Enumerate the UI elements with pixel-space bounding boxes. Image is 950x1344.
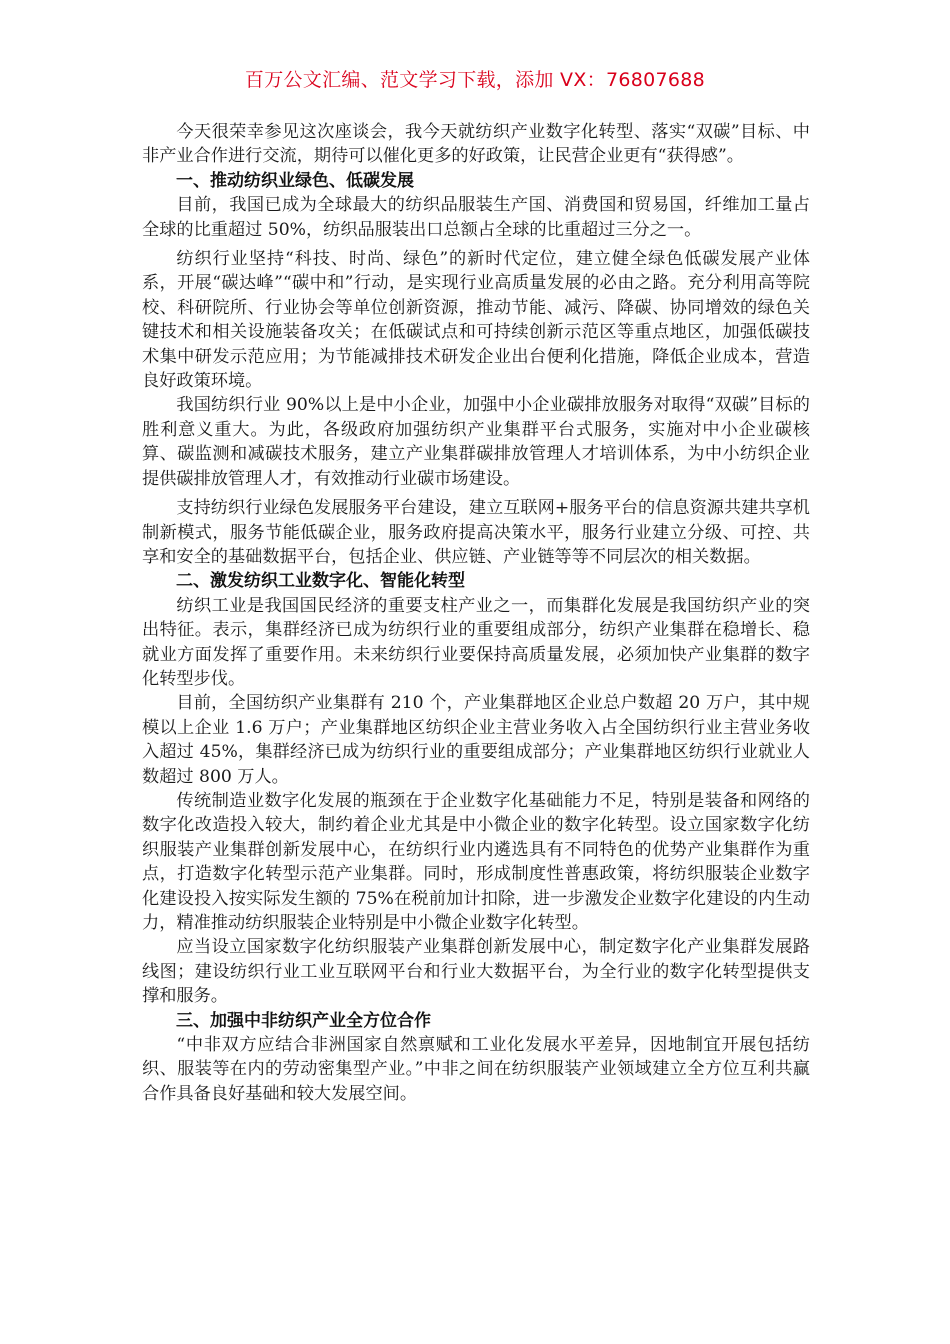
section1-paragraph-1: 目前，我国已成为全球最大的纺织品服装生产国、消费国和贸易国，纤维加工量占全球的比重超过 50%，纺织品服装出口总额占全球的比重超过三分之一。 xyxy=(142,195,810,240)
intro-paragraph: 今天很荣幸参见这次座谈会，我今天就纺织产业数字化转型、落实“双碳”目标、中非产业合作进行交流，期待可以催化更多的好政策，让民营企业更有“获得感”。 xyxy=(142,122,810,167)
section3-paragraph-1: “中非双方应结合非洲国家自然禀赋和工业化发展水平差异，因地制宜开展包括纺织、服装等在内的劳动密集型产业。”中非之间在纺织服装产业领域建立全方位互利共赢合作具备良好基础和较大发展空间。 xyxy=(142,1035,810,1104)
watermark-banner: 百万公文汇编、范文学习下载，添加 VX：76807688 xyxy=(244,69,706,91)
section1-paragraph-4: 支持纺织行业绿色发展服务平台建设，建立互联网+服务平台的信息资源共建共享机制新模式，服务节能低碳企业，服务政府提高决策水平，服务行业建立分级、可控、共享和安全的基础数据平台，包括企业、供应链、产业链等等不同层次的相关数据。 xyxy=(142,498,810,567)
section2-paragraph-1: 纺织工业是我国国民经济的重要支柱产业之一，而集群化发展是我国纺织产业的突出特征。表示，集群经济已成为纺织行业的重要组成部分，纺织产业集群在稳增长、稳就业方面发挥了重要作用。未来纺织行业要保持高质量发展，必须加快产业集群的数字化转型步伐。 xyxy=(142,595,810,689)
article-body xyxy=(142,120,810,1106)
section-heading-2: 二、激发纺织工业数字化、智能化转型 xyxy=(176,571,465,592)
section2-paragraph-4: 应当设立国家数字化纺织服装产业集群创新发展中心，制定数字化产业集群发展路线图；建设纺织行业工业互联网平台和行业大数据平台，为全行业的数字化转型提供支撑和服务。 xyxy=(142,937,810,1007)
section-heading-3: 三、加强中非纺织产业全方位合作 xyxy=(176,1010,431,1031)
section2-paragraph-3: 传统制造业数字化发展的瓶颈在于企业数字化基础能力不足，特别是装备和网络的数字化改造投入较大，制约着企业尤其是中小微企业的数字化转型。设立国家数字化纺织服装产业集群创新发展中心，在纺织行业内遴选具有不同特色的优势产业集群作为重点，打造数字化转型示范产业集群。同时，形成制度性普惠政策，将纺织服装企业数字化建设投入按实际发生额的 75%在税前加计扣除，进一步激发企业数字化建设的内生动力，精准推动纺织服装企业特别是中小微企业数字化转型。 xyxy=(142,790,810,933)
section1-paragraph-3: 我国纺织行业 90%以上是中小企业，加强中小企业碳排放服务对取得“双碳”目标的胜利意义重大。为此，各级政府加强纺织产业集群平台式服务，实施对中小企业碳核算、碳监测和减碳技术服务，建立产业集群碳排放管理人才培训体系，为中小纺织企业提供碳排放管理人才，有效推动行业碳市场建设。 xyxy=(142,395,810,489)
section2-paragraph-2: 目前，全国纺织产业集群有 210 个，产业集群地区企业总户数超 20 万户，其中规模以上企业 1.6 万户；产业集群地区纺织企业主营业务收入占全国纺织行业主营业务收入超过 45%，集群经济已成为纺织行业的重要组成部分；产业集群地区纺织行业就业人数超过 800 万人。 xyxy=(142,693,810,787)
section-heading-1: 一、推动纺织业绿色、低碳发展 xyxy=(176,170,414,191)
section1-paragraph-2: 纺织行业坚持“科技、时尚、绿色”的新时代定位，建立健全绿色低碳发展产业体系，开展“碳达峰”“碳中和”行动，是实现行业高质量发展的必由之路。充分利用高等院校、科研院所、行业协会等单位创新资源，推动节能、减污、降碳、协同增效的绿色关键技术和相关设施装备攻关；在低碳试点和可持续创新示范区等重点地区，加强低碳技术集中研发示范应用；为节能减排技术研发企业出台便利化措施，降低企业成本，营造良好政策环境。 xyxy=(142,249,810,392)
